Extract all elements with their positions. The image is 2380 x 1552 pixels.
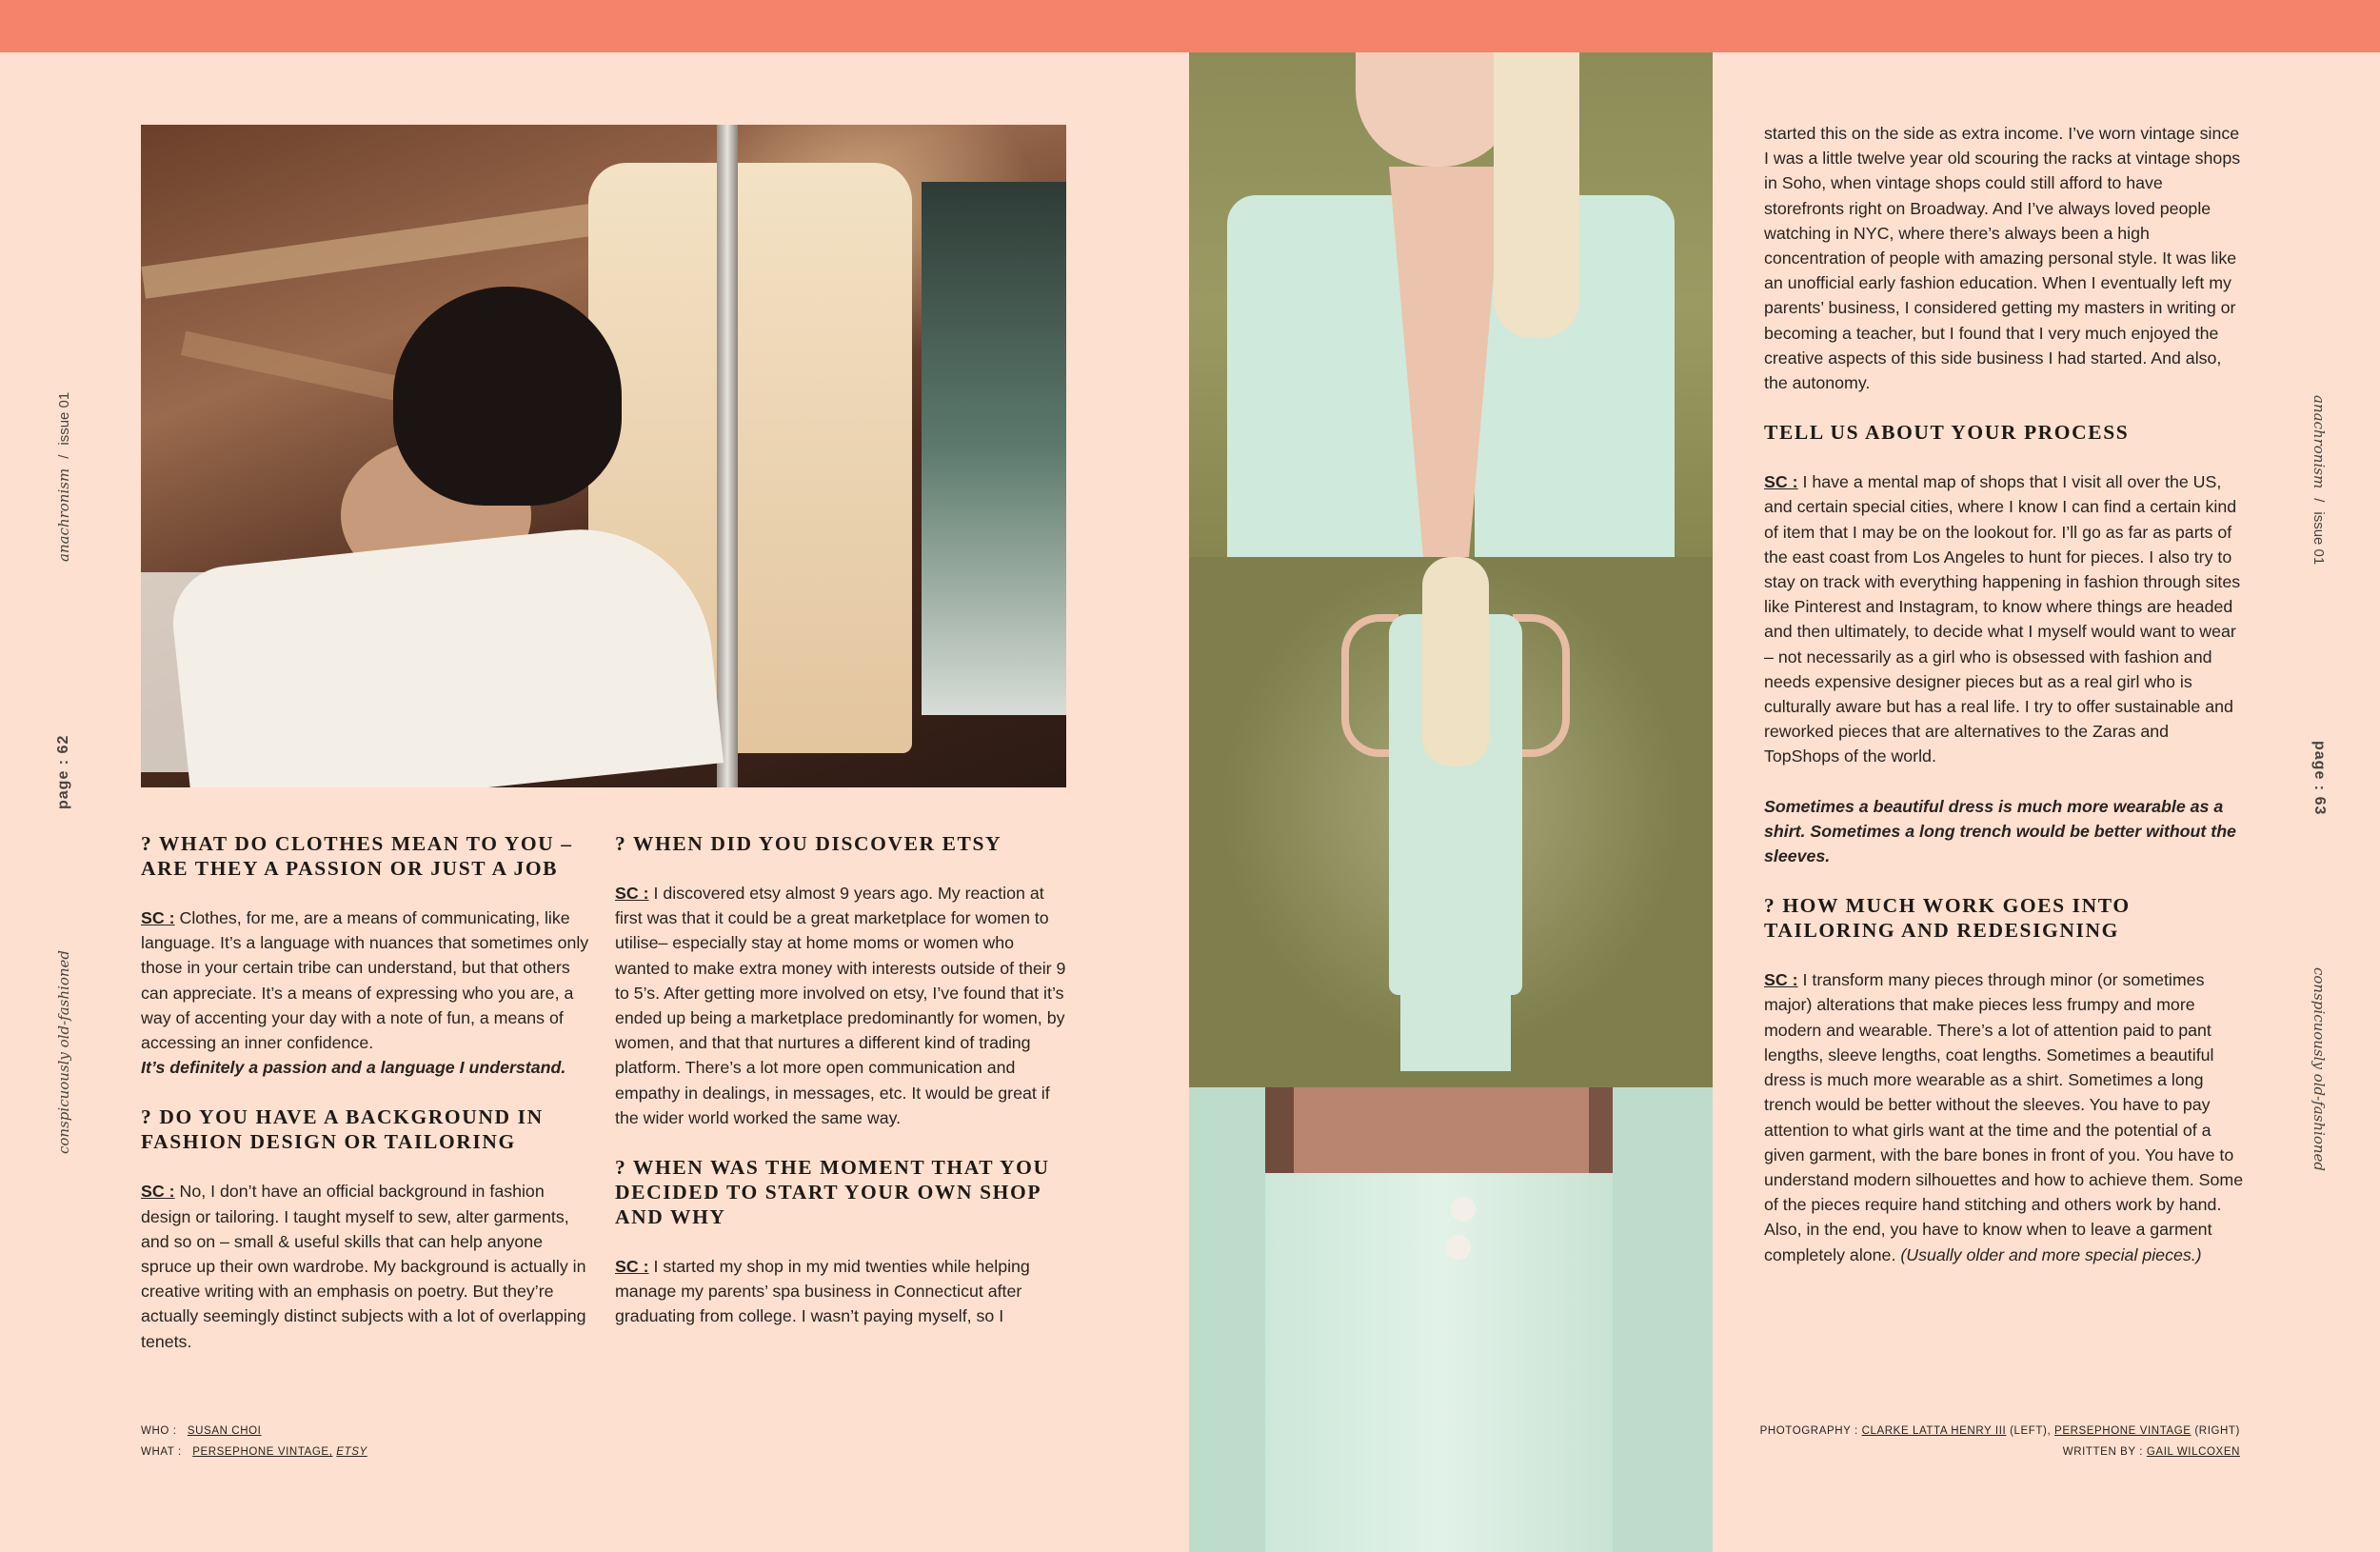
answer-text: I transform many pieces through minor (or sometimes major) alterations that make pieces less frumpy and more modern and wearable. There’s a lot of attention paid to pant lengths, sleeve lengths, coat lengths. Sometimes a beautiful dress is much more wearable as a shirt. Sometimes a long trench would be better without the sleeves. You have to pay attention to what girls want at the time and the potential of a given garment, with the bare bones in front of you. You have to understand modern silhouettes and how to achieve them. Some of the pieces require hand stitching and others work by hand. Also, in the end, you have to know when to leave a garment completely alone. [1764, 970, 2244, 1264]
magazine-name: anachronism [2311, 395, 2328, 489]
credits-right [1695, 1421, 2240, 1462]
photo-model-mint-vest-front [1189, 52, 1713, 557]
credit-what [141, 1442, 367, 1462]
right-tagline: conspicuously old-fashioned [2311, 967, 2328, 1171]
answer-text: I have a mental map of shops that I visit all over the US, and certain special cities, where I know I can find a certain kind of item that I may be on the lookout for. I’ll go as far as parts of the east coast from Los Angeles to hunt for pieces. I also try to stay on track with everything happening in fashion through sites like Pinterest and Instagram, to know where things are headed and then ultimately, to decide what I myself would want to wear – not necessarily as a girl who is obsessed with fashion and needs expensive designer pieces but as a real girl who is culturally aware but has a real life. I try to offer sustainable and reworked pieces that are alternatives to the Zaras and TopShops of the world. [1764, 472, 2241, 766]
answer-emphasis: It’s definitely a passion and a language I understand. [141, 1058, 566, 1078]
photo-mint-pants-detail [1189, 1087, 1713, 1552]
question-heading-etsy: ? WHEN DID YOU DISCOVER ETSY [615, 832, 1002, 855]
question-heading-background: ? DO YOU HAVE A BACKGROUND IN FASHION DESIGN OR TAILORING [141, 1105, 544, 1154]
credit-photography [1695, 1421, 2240, 1442]
answer-clothes-meaning [141, 905, 590, 1055]
answer-text: I started my shop in my mid twenties while helping manage my parents’ spa business in Connecticut after graduating from college. I wasn’t paying myself, so I [615, 1257, 1030, 1326]
issue-number: issue 01 [2311, 511, 2327, 566]
speaker-initials: SC : [141, 908, 175, 927]
question-heading-clothes-meaning: ? WHAT DO CLOTHES MEAN TO YOU – ARE THEY A PASSION OR JUST A JOB [141, 832, 573, 880]
credit-photographer-left-link[interactable]: CLARKE LATTA HENRY III [1861, 1425, 2007, 1437]
answer-background [141, 1179, 590, 1353]
credit-who [141, 1421, 367, 1442]
answer-text: Clothes, for me, are a means of communicating, like language. It’s a language with nuances that sometimes only those in your certain tribe can understand, but that others can appreciate. It’s a means of expressing who you are, a way of accenting your day with a note of fun, a means of accessing an inner confidence. [141, 908, 589, 1053]
credit-etsy-link[interactable]: ETSY [336, 1446, 367, 1458]
question-heading-tailoring: ? HOW MUCH WORK GOES INTO TAILORING AND REDESIGNING [1764, 894, 2131, 943]
left-tagline: conspicuously old-fashioned [55, 950, 72, 1154]
speaker-initials: SC : [141, 1182, 175, 1202]
speaker-initials: SC : [615, 884, 649, 903]
answer-process [1764, 469, 2245, 768]
issue-number: issue 01 [56, 391, 72, 446]
credit-label: WRITTEN BY : [2062, 1446, 2144, 1458]
credits-left [141, 1421, 367, 1462]
credit-suffix: (LEFT), [2006, 1425, 2052, 1437]
credit-suffix: (RIGHT) [2191, 1425, 2240, 1437]
left-side-magazine-label: anachronism/issue 01 [55, 391, 72, 562]
pull-quote: Sometimes a beautiful dress is much more wearable as a shirt. Sometimes a long trench would be better without the sleeves. [1764, 796, 2236, 866]
article-column-1 [141, 831, 590, 1354]
photo-model-mint-outfit-back [1189, 557, 1713, 1087]
answer-start-shop [615, 1254, 1066, 1329]
credit-label: WHAT : [141, 1446, 182, 1458]
top-color-band [0, 0, 2380, 52]
credit-label: PHOTOGRAPHY : [1759, 1425, 1858, 1437]
answer-tail: (Usually older and more special pieces.) [1900, 1244, 2202, 1264]
answer-start-shop-continued: started this on the side as extra income. I’ve worn vintage since I was a little twelve year old scouring the racks at vintage shops in Soho, when vintage shops could still afford to have storefronts right on Broadway. And I’ve always loved people watching in NYC, where there’s always been a high concentration of people with amazing personal style. It was like an unofficial early fashion education. When I eventually left my parents’ business, I considered getting my masters in writing or becoming a teacher, but I found that I very much enjoyed the creative aspects of this side business I had started. And also, the autonomy. [1764, 124, 2241, 393]
speaker-initials: SC : [1764, 970, 1798, 990]
credit-label: WHO : [141, 1425, 177, 1437]
right-side-magazine-label: anachronism/issue 01 [2311, 395, 2328, 566]
credit-what-link[interactable]: PERSEPHONE VINTAGE, [192, 1446, 333, 1458]
speaker-initials: SC : [615, 1257, 649, 1277]
credit-written-by [1695, 1442, 2240, 1462]
question-heading-start-shop: ? WHEN WAS THE MOMENT THAT YOU DECIDED TO START YOUR OWN SHOP AND WHY [615, 1156, 1050, 1229]
question-heading-process: TELL US ABOUT YOUR PROCESS [1764, 421, 2130, 445]
answer-text: No, I don’t have an official background in fashion design or tailoring. I taught myself to sew, alter garments, and so on – small & useful skills that can help anyone spruce up their own wardrobe. My background is actually in creative writing with an emphasis on poetry. But they’re actually seemingly distinct subjects with a lot of overlapping tenets. [141, 1182, 586, 1351]
answer-etsy [615, 881, 1066, 1130]
left-page-number: page : 62 [55, 734, 71, 809]
answer-tailoring [1764, 967, 2245, 1266]
answer-text: I discovered etsy almost 9 years ago. My reaction at first was that it could be a great marketplace for women to utilise– especially stay at home moms or women who wanted to make extra money with interests outside of their 9 to 5’s. After getting more involved on etsy, I’ve found that it’s ended up being a marketplace predominantly for women, by women, and that that nurtures a different kind of trading platform. There’s a lot more open communication and empathy in dealings, in messages, etc. It would be great if the wider world worked the same way. [615, 884, 1066, 1127]
right-page-number: page : 63 [2311, 741, 2328, 816]
credit-photographer-right-link[interactable]: PERSEPHONE VINTAGE [2054, 1425, 2192, 1437]
credit-writer-link[interactable]: GAIL WILCOXEN [2146, 1446, 2240, 1458]
credit-who-link[interactable]: SUSAN CHOI [187, 1425, 262, 1437]
article-column-3 [1764, 121, 2245, 1267]
article-column-2 [615, 831, 1066, 1329]
photo-woman-at-clothing-rack [141, 125, 1066, 787]
magazine-name: anachronism [55, 468, 72, 562]
speaker-initials: SC : [1764, 472, 1798, 492]
